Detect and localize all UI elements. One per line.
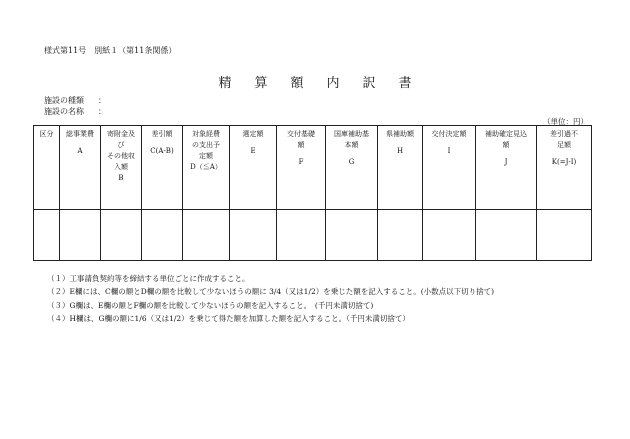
table-cell bbox=[277, 210, 326, 261]
col-balance-header: 差引過不 足額 K(=J-I) bbox=[537, 126, 592, 210]
notes-list bbox=[47, 272, 494, 326]
col-selected-amount-header: 選定額 E bbox=[230, 126, 277, 210]
col-code: H bbox=[396, 147, 404, 155]
col-national-subsidy-header: 国庫補助基 本額 G bbox=[326, 126, 378, 210]
col-code: C(A-B) bbox=[150, 147, 174, 155]
col-donations-header: 寄附金及 び その他収 入額 B bbox=[101, 126, 142, 210]
unit-label: （単位：円） bbox=[543, 117, 588, 126]
facility-name-field bbox=[44, 106, 106, 117]
col-difference-header: 差引額 C(A-B) bbox=[142, 126, 183, 210]
col-prefecture-subsidy-header: 県補助額 H bbox=[378, 126, 423, 210]
table-cell bbox=[537, 210, 592, 261]
col-planned-expense-header: 対象経費 の支出予 定額 D（≦A） bbox=[183, 126, 230, 210]
form-number-header: 様式第11号 別紙１（第11条関係） bbox=[44, 46, 177, 55]
col-grant-decision-header: 交付決定額 I bbox=[423, 126, 476, 210]
col-code: A bbox=[77, 147, 83, 155]
table-cell bbox=[423, 210, 476, 261]
table-cell bbox=[34, 210, 60, 261]
col-subsidy-confirmed-header: 補助確定見込 額 J bbox=[476, 126, 537, 210]
col-code: D（≦A） bbox=[190, 163, 222, 171]
table-cell bbox=[142, 210, 183, 261]
col-grant-base-header: 交付基礎 額 F bbox=[277, 126, 326, 210]
facility-name-separator: ： bbox=[98, 107, 106, 116]
table-cell bbox=[476, 210, 537, 261]
table-cell bbox=[60, 210, 101, 261]
facility-type-field bbox=[44, 95, 106, 106]
note-item: （１）工事請負契約等を締結する単位ごとに作成すること。 bbox=[47, 274, 250, 283]
note-item: （３）G欄は、E欄の額とF欄の額を比較して少ないほうの額を記入すること。 (千円未満切捨て) bbox=[47, 300, 374, 310]
table-cell bbox=[378, 210, 423, 261]
breakdown-table bbox=[33, 125, 592, 261]
note-item: （２）E欄には、C欄の額とD欄の額を比較して少ないほうの額に 3/4（又は1/2）を乗じた額を記入すること。(小数点以下切り捨て) bbox=[47, 287, 495, 297]
col-total-cost-header: 総事業費 A bbox=[60, 126, 101, 210]
col-code: E bbox=[250, 147, 256, 155]
col-code: F bbox=[298, 158, 304, 166]
table-row bbox=[34, 210, 592, 261]
table-cell bbox=[183, 210, 230, 261]
col-code: K(=J-I) bbox=[551, 158, 577, 166]
col-category-header: 区分 bbox=[34, 126, 60, 210]
facility-name-label: 施設の名称 bbox=[44, 107, 84, 116]
facility-type-label: 施設の種類 bbox=[44, 96, 84, 105]
table-cell bbox=[101, 210, 142, 261]
note-item: （４）H欄は、G欄の額に1/6（又は1/2）を乗じて得た額を加算した額を記入すること。（千円未満切捨て） bbox=[47, 314, 410, 324]
col-code: J bbox=[504, 158, 508, 166]
document-title: 精算額内訳書 bbox=[218, 76, 435, 91]
col-code: I bbox=[447, 147, 451, 155]
col-code: B bbox=[118, 174, 124, 182]
table-cell bbox=[326, 210, 378, 261]
table-header-row bbox=[34, 126, 592, 210]
col-code: G bbox=[348, 158, 355, 166]
facility-type-separator: ： bbox=[98, 96, 106, 105]
table-cell bbox=[230, 210, 277, 261]
